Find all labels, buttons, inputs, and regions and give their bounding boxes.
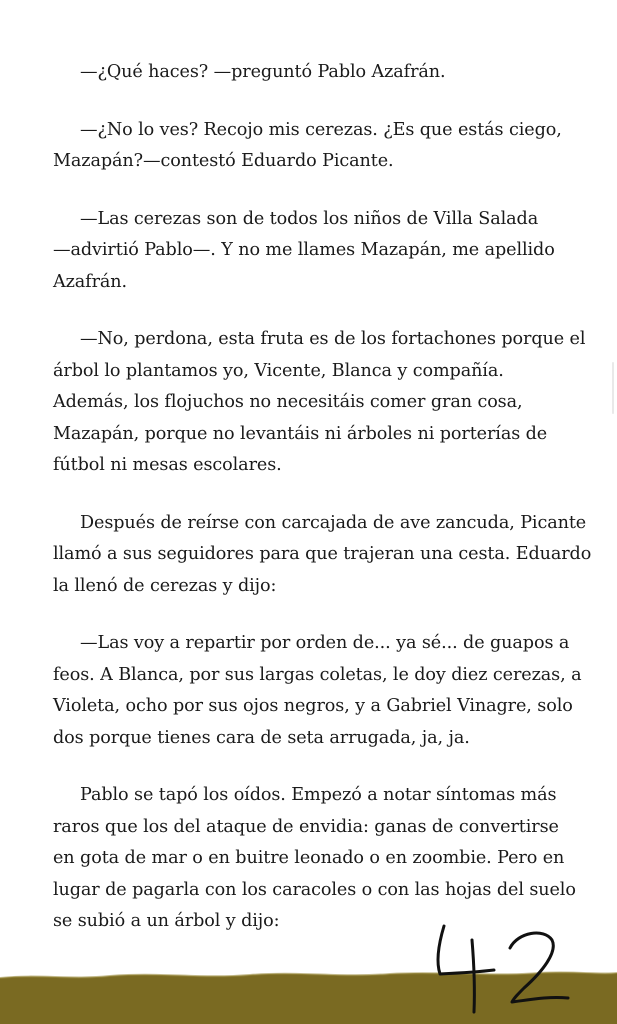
text-line: Violeta, ocho por sus ojos negros, y a Gabriel Vinagre, solo	[53, 696, 573, 716]
text-line: —advirtió Pablo—. Y no me llames Mazapán, me apellido	[53, 240, 555, 260]
text-line: la llenó de cerezas y dijo:	[53, 575, 277, 596]
text-line: —No, perdona, esta fruta es de los fortachones porque el	[80, 329, 586, 349]
text-line: —Las cerezas son de todos los niños de Villa Salada	[80, 208, 539, 229]
text-line: —¿Qué haces? —preguntó Pablo Azafrán.	[80, 62, 446, 82]
text-line: Además, los flojuchos no necesitáis comer gran cosa,	[53, 392, 523, 412]
text-line: raros que los del ataque de envidia: ganas de convertirse	[53, 816, 559, 837]
text-body	[53, 57, 592, 964]
paragraph	[53, 204, 583, 299]
paragraph	[53, 324, 586, 482]
text-line: —Las voy a repartir por orden de... ya sé... de guapos a	[80, 633, 570, 653]
paragraph	[53, 508, 592, 603]
paragraph	[53, 115, 583, 178]
text-line: árbol lo plantamos yo, Vicente, Blanca y compañía.	[53, 360, 504, 381]
paragraph	[53, 780, 583, 938]
text-line: en gota de mar o en buitre leonado o en zoombie. Pero en	[53, 848, 565, 868]
text-line: lugar de pagarla con los caracoles o con las hojas del suelo	[53, 879, 576, 900]
page-number-handwritten	[430, 918, 575, 1018]
paragraph	[53, 57, 583, 89]
text-line: —¿No lo ves? Recojo mis cerezas. ¿Es que estás ciego,	[80, 119, 562, 140]
paragraph	[53, 628, 583, 754]
text-line: Azafrán.	[53, 271, 127, 292]
scroll-indicator[interactable]	[612, 362, 614, 414]
text-line: Pablo se tapó los oídos. Empezó a notar síntomas más	[80, 785, 557, 805]
text-line: Después de reírse con carcajada de ave zancuda, Picante	[80, 512, 587, 533]
text-line: Mazapán?—contestó Eduardo Picante.	[53, 151, 394, 171]
text-line: se subió a un árbol y dijo:	[53, 911, 280, 931]
text-line: feos. A Blanca, por sus largas coletas, le doy diez cerezas, a	[53, 664, 582, 685]
text-line: fútbol ni mesas escolares.	[53, 455, 282, 475]
text-line: llamó a sus seguidores para que trajeran una cesta. Eduardo	[53, 544, 592, 564]
text-line: dos porque tienes cara de seta arrugada, ja, ja.	[53, 727, 470, 748]
text-line: Mazapán, porque no levantáis ni árboles ni porterías de	[53, 423, 548, 444]
